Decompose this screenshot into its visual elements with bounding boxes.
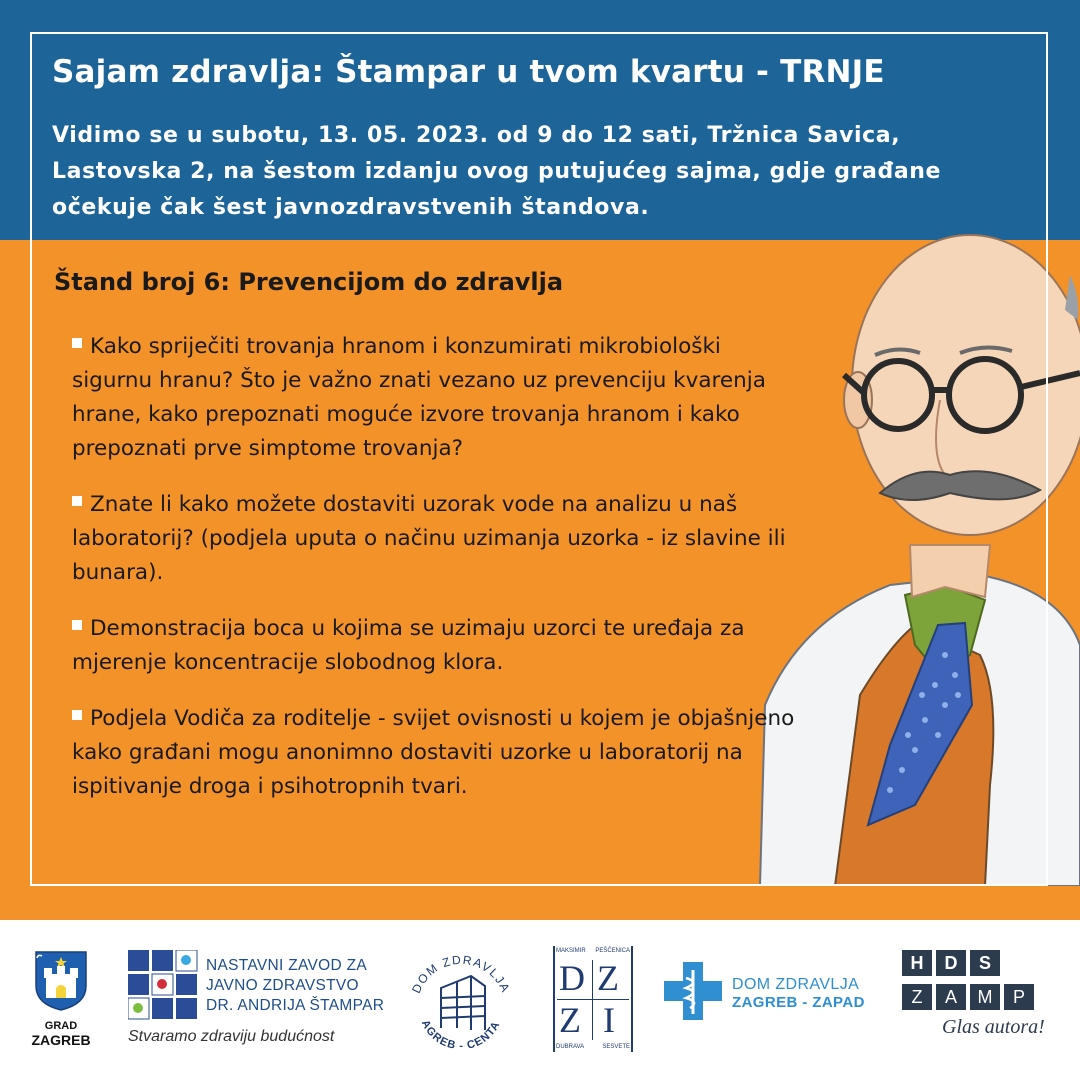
- dzi-bottom-left-label: DUBRAVA: [556, 1044, 585, 1050]
- svg-text:DOM ZDRAVLJA: [409, 953, 513, 996]
- hds-letter-h: H: [902, 950, 932, 976]
- dz-zapad-line-2: ZAGREB - ZAPAD: [732, 994, 865, 1011]
- dz-istok-logo: [553, 946, 633, 1052]
- nzjz-line-2: JAVNO ZDRAVSTVO: [206, 977, 359, 994]
- zamp-letter-p: P: [1004, 984, 1034, 1010]
- dz-centar-emblem: [405, 938, 517, 1060]
- dz-centar-bottom-text: AGREB - CENTA: [418, 1018, 503, 1053]
- dz-centar-logo: [405, 938, 517, 1060]
- dzi-bottom-right-label: SESVETE: [602, 1044, 630, 1050]
- list-item: Podjela Vodiča za roditelje - svijet ovisnosti u kojem je objašnjeno kako građani mogu anonimno dostaviti uzorke u laboratorij na ispitivanje droga i psihotropnih tvari.: [72, 706, 795, 799]
- bullet-square-icon: [72, 620, 82, 630]
- bullet-square-icon: [72, 710, 82, 720]
- dzi-top-left-label: MAKSIMIR: [556, 948, 586, 954]
- hds-letter-d: D: [936, 950, 966, 976]
- stand-title: Štand broj 6: Prevencijom do zdravlja: [54, 268, 564, 296]
- zamp-letter-z: Z: [902, 984, 932, 1010]
- dz-centar-top-text: DOM ZDRAVLJA: [408, 952, 514, 996]
- hds-letter-s: S: [970, 950, 1000, 976]
- dzi-letter-d: D: [559, 958, 585, 998]
- zamp-letter-m: M: [970, 984, 1000, 1010]
- zagreb-label: ZAGREB: [31, 1032, 91, 1048]
- list-item: Znate li kako možete dostaviti uzorak vode na analizu u naš laboratorij? (podjela uputa o načinu uzimanja uzorka - iz slavine ili bunara).: [72, 492, 786, 585]
- dz-zapad-line-1: DOM ZDRAVLJA: [732, 976, 860, 993]
- zamp-letter-a: A: [936, 984, 966, 1010]
- stand-bullet-list: [72, 330, 802, 826]
- nzjz-line-3: DR. ANDRIJA ŠTAMPAR: [206, 997, 385, 1014]
- bullet-square-icon: [72, 338, 82, 348]
- hds-zamp-logo: [902, 950, 1052, 1050]
- list-item: Demonstracija boca u kojima se uzimaju uzorci te uređaja za mjerenje koncentracije slobodnog klora.: [72, 616, 745, 675]
- dz-zapad-logo: [664, 962, 884, 1022]
- zagreb-coat-of-arms-icon: [28, 948, 94, 1012]
- dz-centar-building-icon: [441, 976, 485, 1030]
- medical-cross-icon: [664, 962, 722, 1020]
- page-title: Sajam zdravlja: Štampar u tvom kvartu - TRNJE: [52, 54, 885, 90]
- grad-label: GRAD: [44, 1020, 78, 1032]
- event-details: Vidimo se u subotu, 13. 05. 2023. od 9 do 12 sati, Tržnica Savica, Lastovska 2, na šestom izdanju ovog putujućeg sajma, gdje građane očekuje čak šest javnozdravstvenih štandova.: [52, 123, 942, 220]
- footer-logos: [0, 920, 1080, 1080]
- nzjz-grid-icon: [128, 950, 198, 1020]
- dzi-letter-z-bottom: Z: [559, 1000, 581, 1040]
- dzi-letter-i: I: [603, 1000, 615, 1040]
- nzjz-line-1: NASTAVNI ZAVOD ZA: [206, 957, 367, 974]
- list-item: Kako spriječiti trovanja hranom i konzumirati mikrobiološki sigurnu hranu? Što je važno znati vezano uz prevenciju kvarenja hrane, kako prepoznati moguće izvore trovanja hranom i kako prepoznati prve simptome trovanja?: [72, 334, 766, 461]
- grad-zagreb-logo: [28, 948, 94, 1048]
- dzi-top-right-label: PEŠČENICA: [595, 948, 630, 954]
- bullet-square-icon: [72, 496, 82, 506]
- nzjz-tagline: Stvaramo zdraviju budućnost: [128, 1028, 335, 1045]
- dzi-letter-z-top: Z: [597, 958, 619, 998]
- hds-tagline: Glas autora!: [942, 1016, 1045, 1038]
